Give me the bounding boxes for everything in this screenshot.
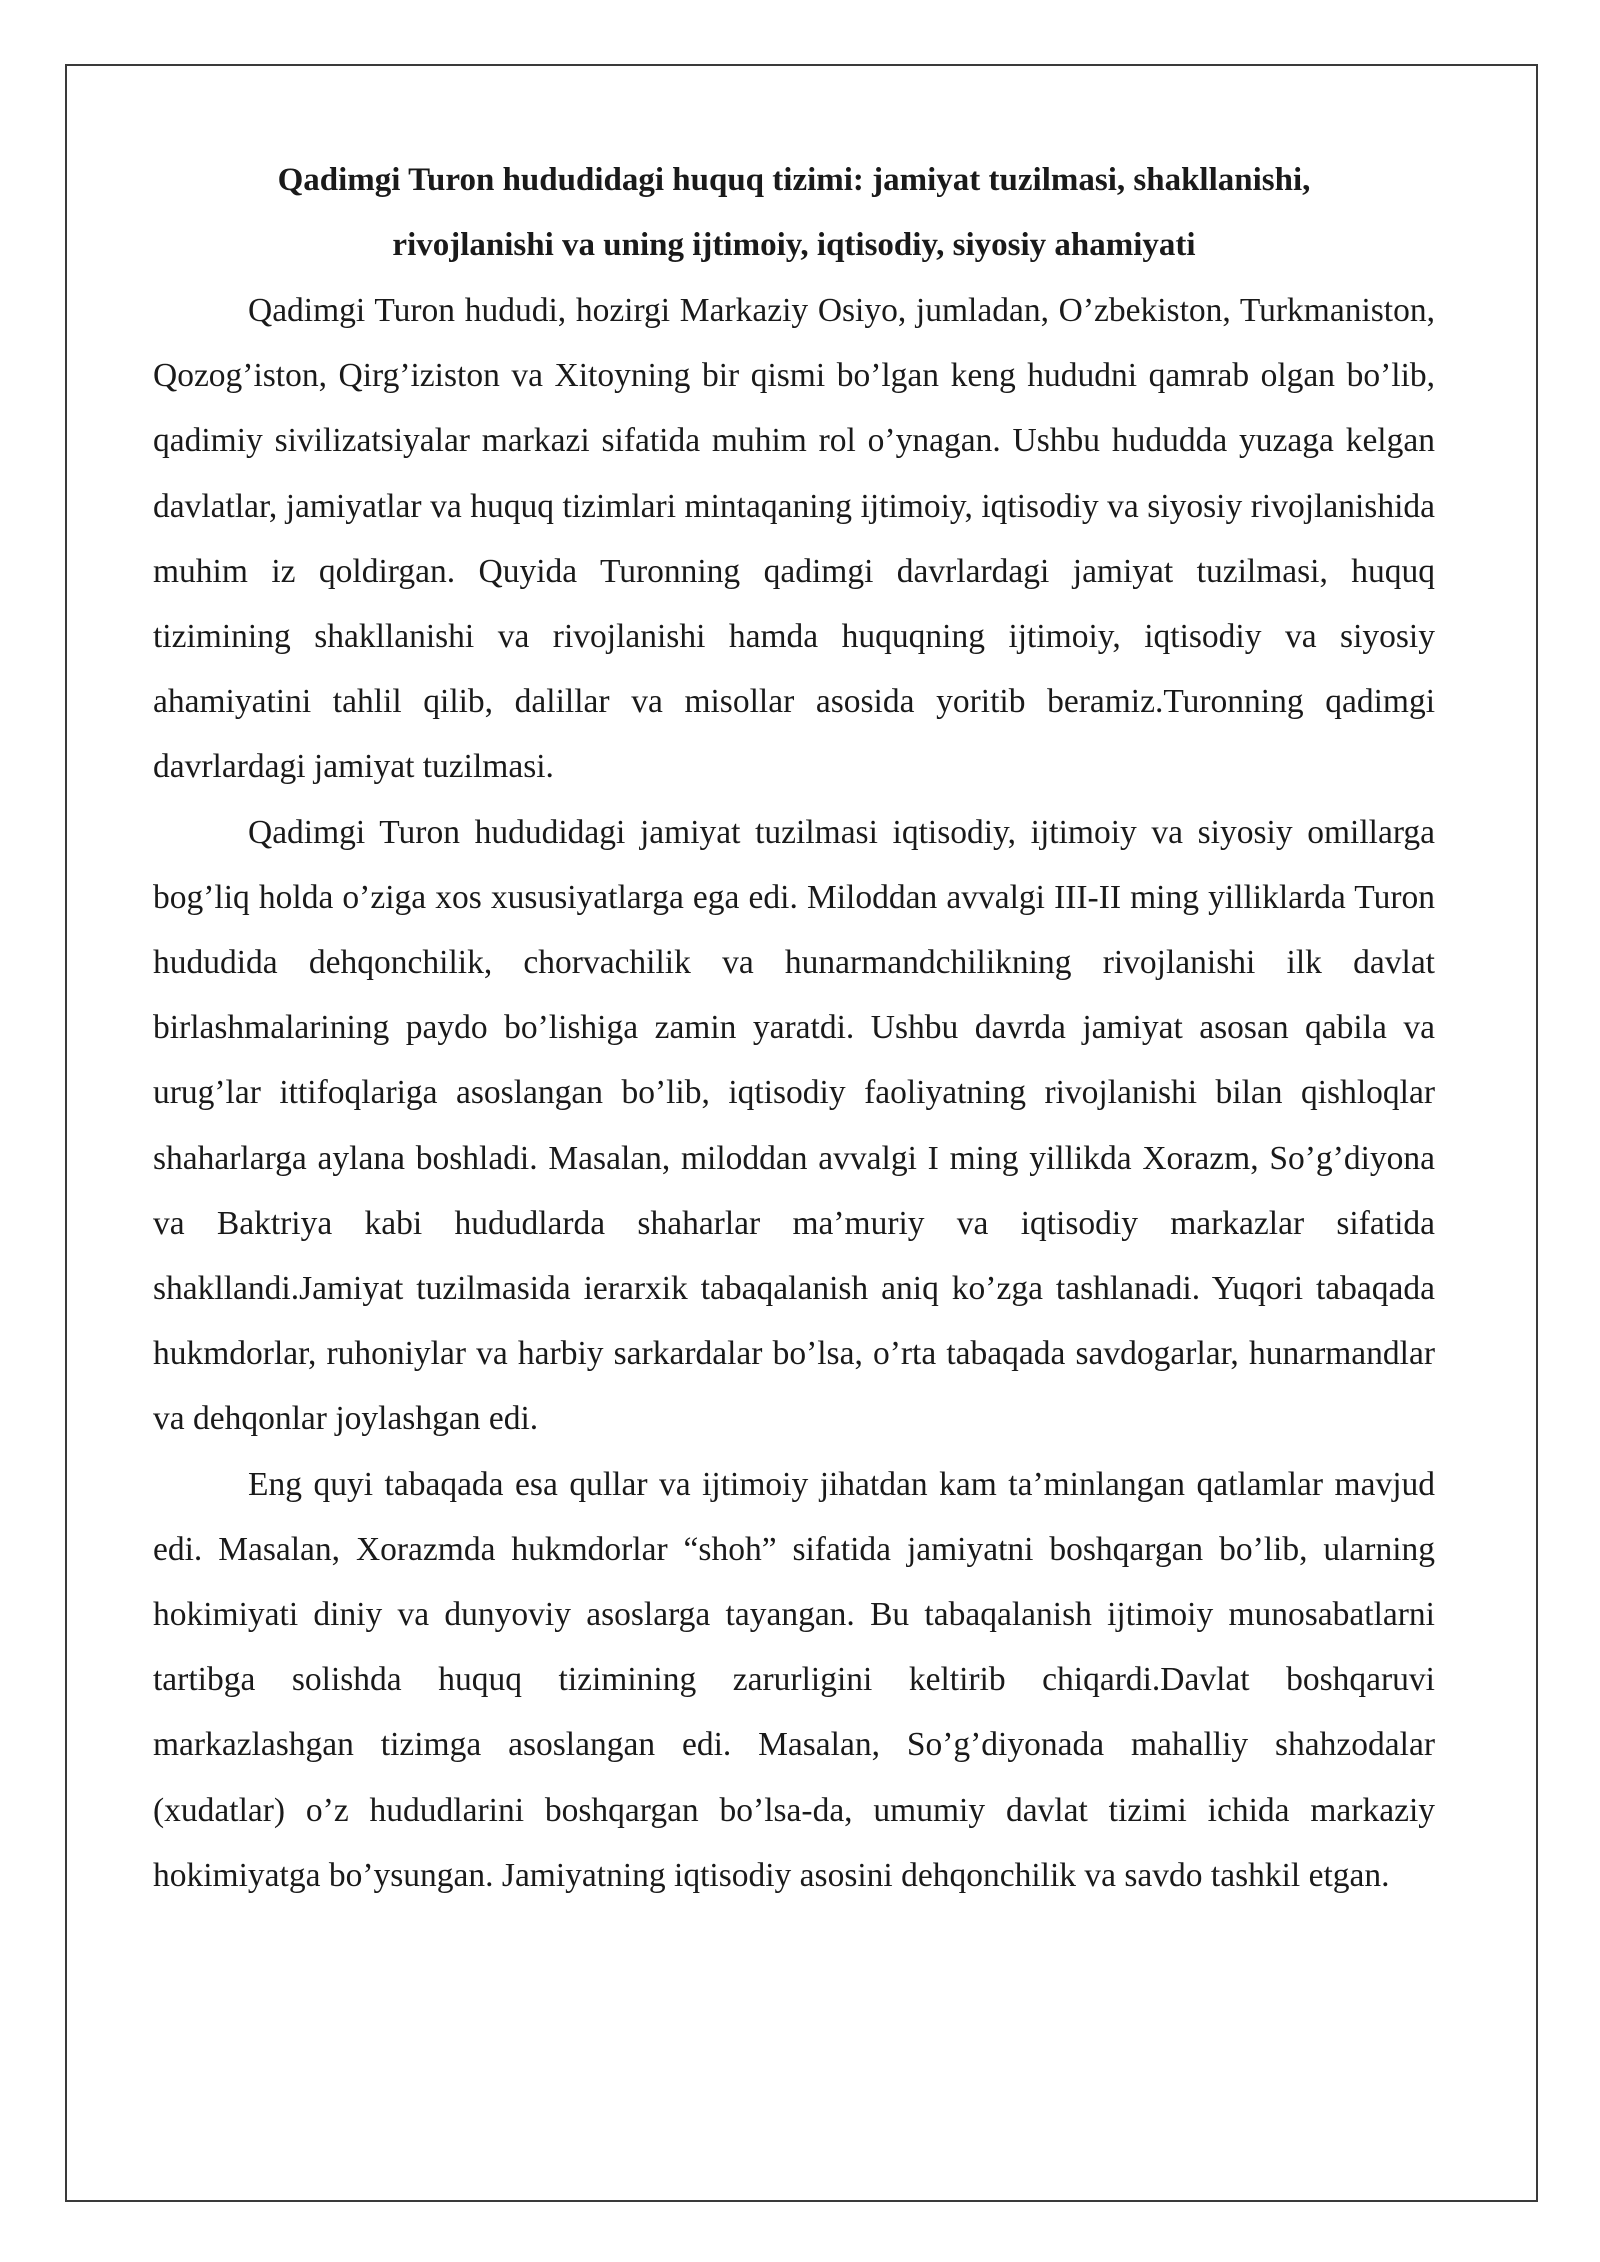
- document-body: [153, 148, 1435, 1908]
- document-title: Qadimgi Turon hududidagi huquq tizimi: jamiyat tuzilmasi, shakllanishi, rivojlanishi va uning ijtimoiy, iqtisodiy, siyosiy ahamiyati: [277, 162, 1311, 263]
- paragraph-3: Eng quyi tabaqada esa qullar va ijtimoiy jihatdan kam ta’minlangan qatlamlar mavjud edi. Masalan, Xorazmda hukmdorlar “shoh” sifatida jamiyatni boshqargan bo’lib, ularning hokimiyati diniy va dunyoviy asoslarga tayangan. Bu tabaqalanish ijtimoiy munosabatlarni tartibga solishda huquq tizimining zarurligini keltirib chiqardi.Davlat boshqaruvi markazlashgan tizimga asoslangan edi. Masalan, So’g’diyonada mahalliy shahzodalar (xudatlar) o’z hududlarini boshqargan bo’lsa-da, umumiy davlat tizimi ichida markaziy hokimiyatga bo’ysungan. Jamiyatning iqtisodiy asosini dehqonchilik va savdo tashkil etgan.: [153, 1465, 1435, 1894]
- paragraph-1: Qadimgi Turon hududi, hozirgi Markaziy Osiyo, jumladan, O’zbekiston, Turkmaniston, Qozog’iston, Qirg’iziston va Xitoyning bir qismi bo’lgan keng hududni qamrab olgan bo’lib, qadimiy sivilizatsiyalar markazi sifatida muhim rol o’ynagan. Ushbu hududda yuzaga kelgan davlatlar, jamiyatlar va huquq tizimlari mintaqaning ijtimoiy, iqtisodiy va siyosiy rivojlanishida muhim iz qoldirgan. Quyida Turonning qadimgi davrlardagi jamiyat tuzilmasi, huquq tizimining shakllanishi va rivojlanishi hamda huquqning ijtimoiy, iqtisodiy va siyosiy ahamiyatini tahlil qilib, dalillar va misollar asosida yoritib beramiz.Turonning qadimgi davrlardagi jamiyat tuzilmasi.: [153, 292, 1435, 786]
- paragraph-2: Qadimgi Turon hududidagi jamiyat tuzilmasi iqtisodiy, ijtimoiy va siyosiy omillarga bog’liq holda o’ziga xos xususiyatlarga ega edi. Miloddan avvalgi III-II ming yilliklarda Turon hududida dehqonchilik, chorvachilik va hunarmandchilikning rivojlanishi ilk davlat birlashmalarining paydo bo’lishiga zamin yaratdi. Ushbu davrda jamiyat asosan qabila va urug’lar ittifoqlariga asoslangan bo’lib, iqtisodiy faoliyatning rivojlanishi bilan qishloqlar shaharlarga aylana boshladi. Masalan, miloddan avvalgi I ming yillikda Xorazm, So’g’diyona va Baktriya kabi hududlarda shaharlar ma’muriy va iqtisodiy markazlar sifatida shakllandi.Jamiyat tuzilmasida ierarxik tabaqalanish aniq ko’zga tashlanadi. Yuqori tabaqada hukmdorlar, ruhoniylar va harbiy sarkardalar bo’lsa, o’rta tabaqada savdogarlar, hunarmandlar va dehqonlar joylashgan edi.: [153, 813, 1435, 1438]
